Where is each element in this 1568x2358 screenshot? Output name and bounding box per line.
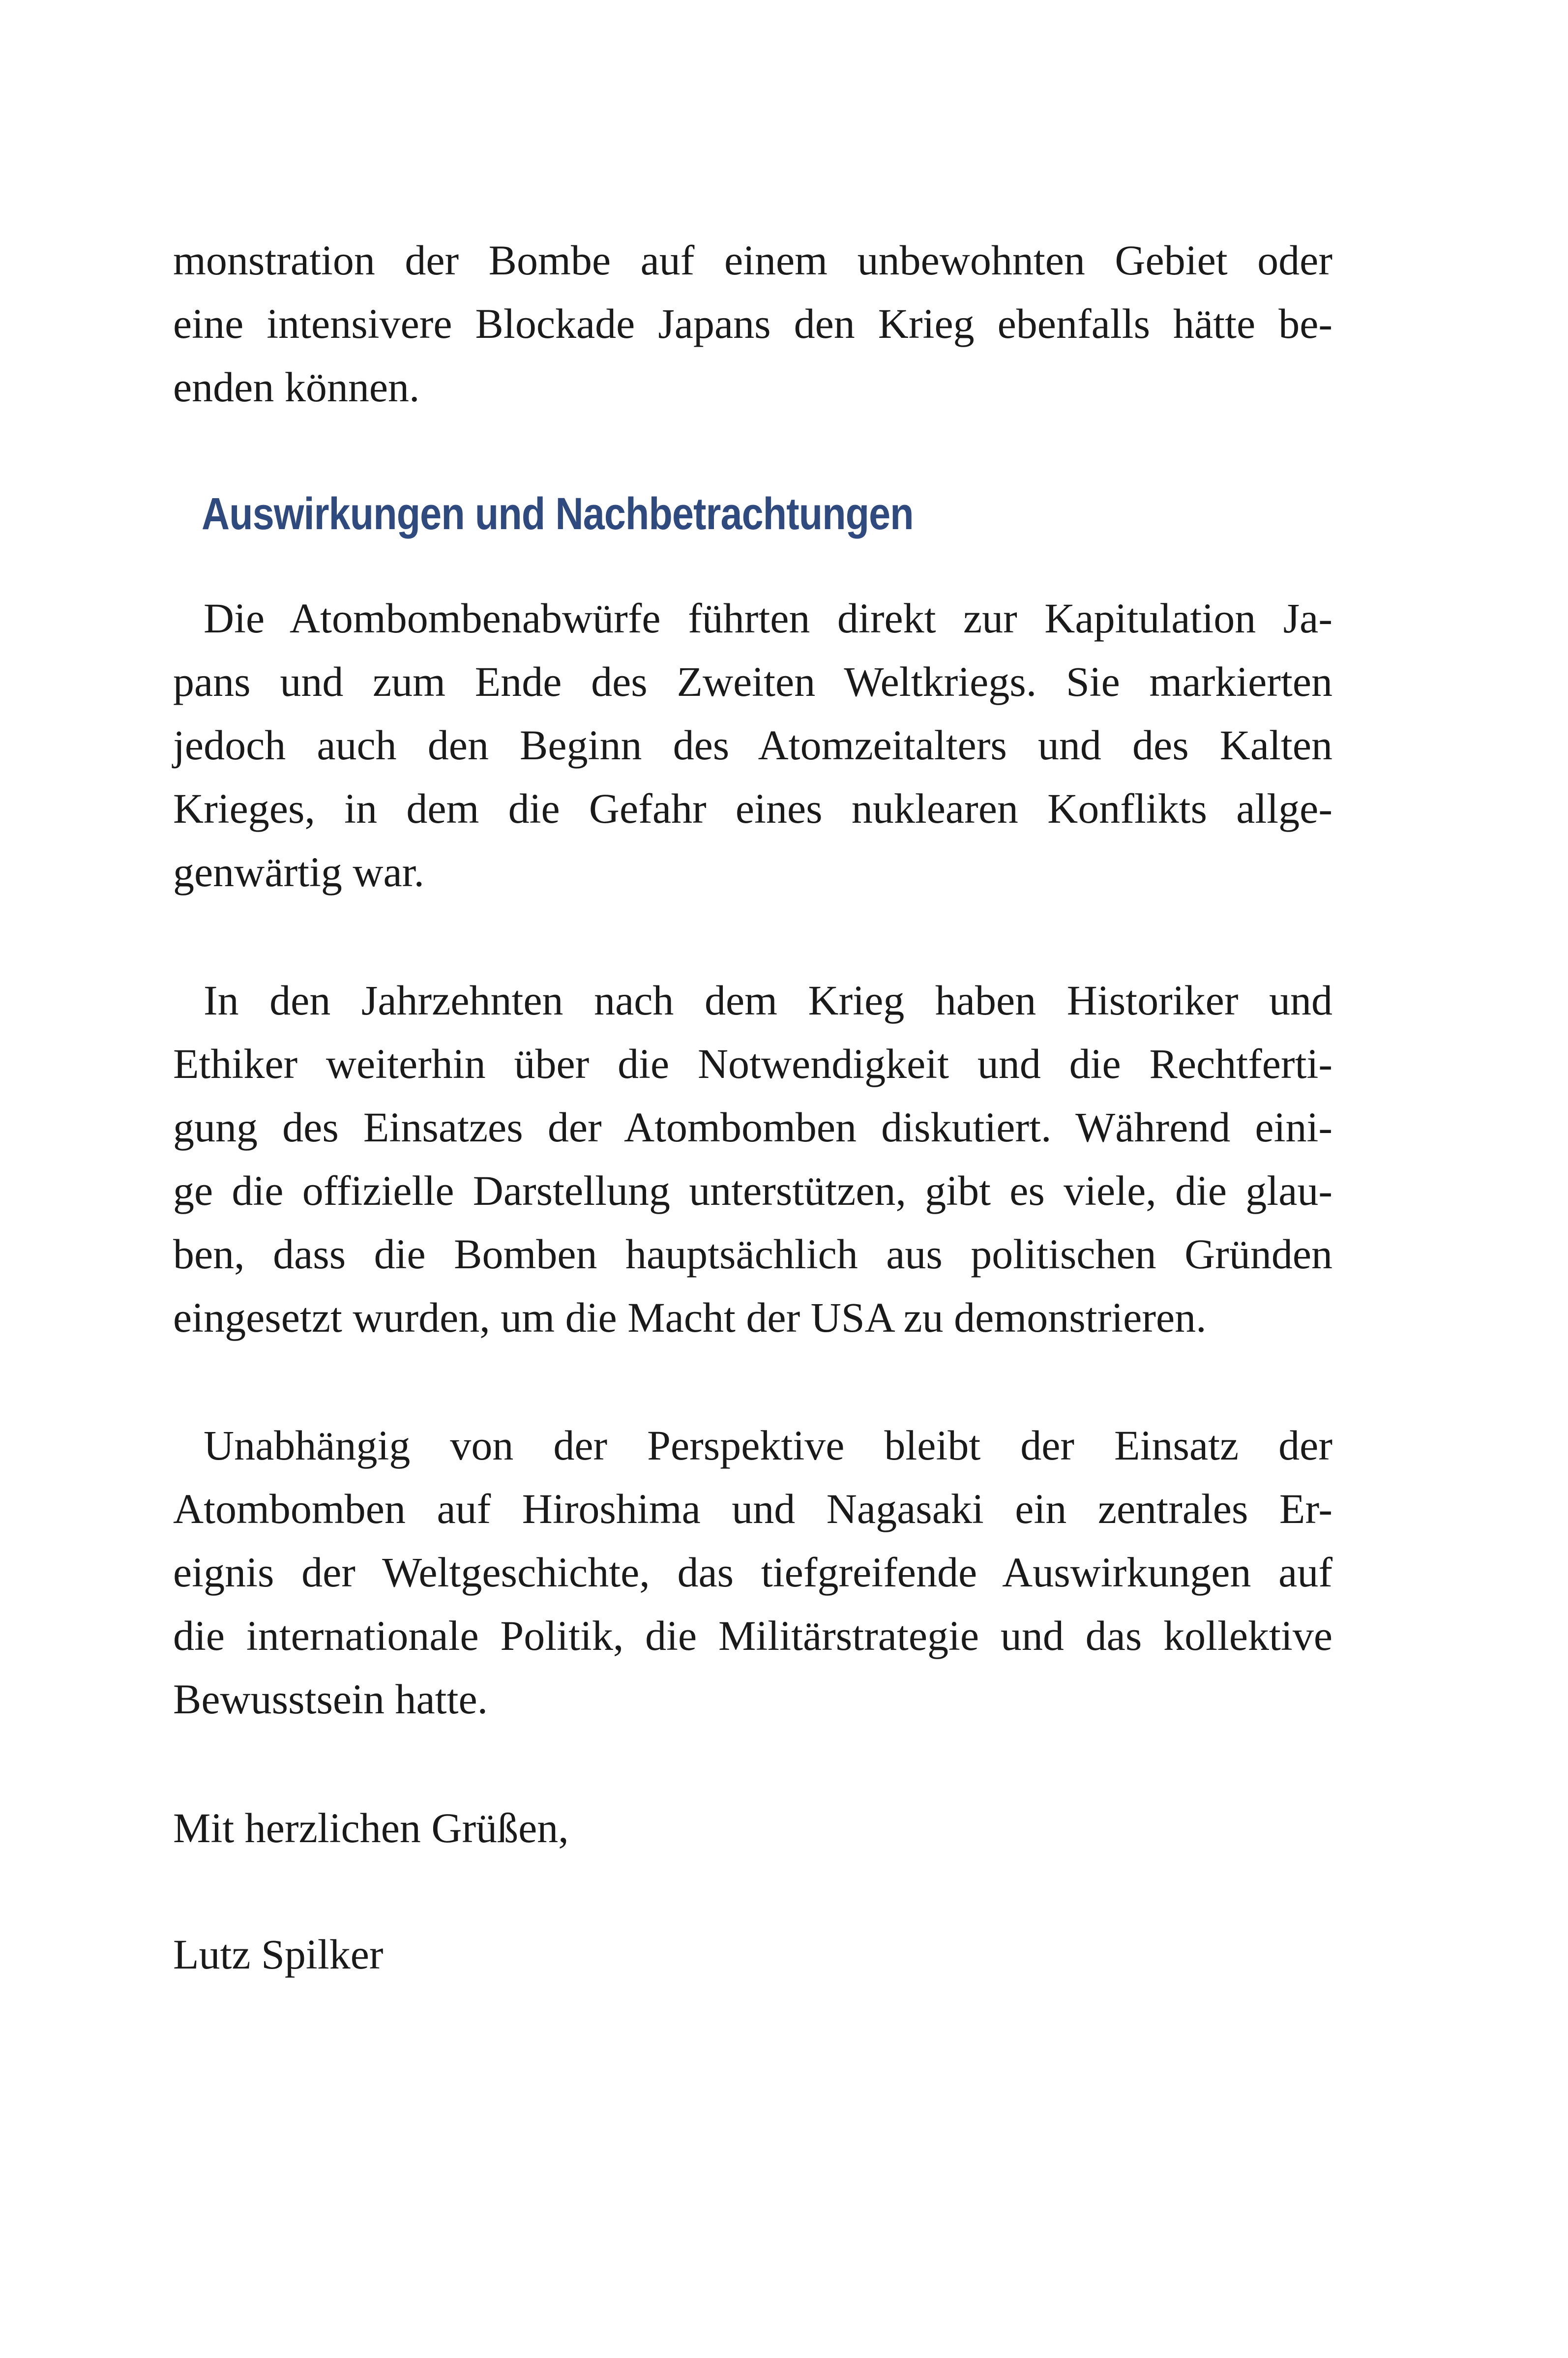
section-heading: Auswirkungen und Nachbetrachtungen xyxy=(202,489,914,539)
text-line: Krieges, in dem die Gefahr eines nuklearen Konflikts allge- xyxy=(173,785,1332,832)
text-line: ge die offizielle Darstellung unterstützen, gibt es viele, die glau- xyxy=(173,1167,1332,1214)
text-line: gung des Einsatzes der Atombomben diskutiert. Während eini- xyxy=(173,1104,1332,1151)
text-line: monstration der Bombe auf einem unbewohnten Gebiet oder xyxy=(173,237,1332,284)
text-line: eine intensivere Blockade Japans den Krieg ebenfalls hätte be- xyxy=(173,300,1332,347)
text-line: pans und zum Ende des Zweiten Weltkriegs. Sie markierten xyxy=(173,658,1332,705)
text-line: Bewusstsein hatte. xyxy=(173,1675,488,1723)
signature xyxy=(173,1923,1332,1986)
paragraph-historiker xyxy=(173,969,1332,1349)
text-line: eingesetzt wurden, um die Macht der USA zu demonstrieren. xyxy=(173,1294,1207,1341)
text-line: genwärtig war. xyxy=(173,848,425,895)
paragraph-continuation xyxy=(173,229,1332,419)
text-line: die internationale Politik, die Militärstrategie und das kollektive xyxy=(173,1612,1332,1659)
text-line: eignis der Weltgeschichte, das tiefgreifende Auswirkungen auf xyxy=(173,1549,1332,1596)
text-line: Ethiker weiterhin über die Notwendigkeit und die Rechtferti- xyxy=(173,1040,1332,1087)
paragraph-perspektive xyxy=(173,1414,1332,1731)
signature-name: Lutz Spilker xyxy=(173,1931,384,1978)
text-line: In den Jahrzehnten nach dem Krieg haben Historiker und xyxy=(204,977,1332,1024)
closing-text: Mit herzlichen Grüßen, xyxy=(173,1804,569,1851)
text-line: enden können. xyxy=(173,363,420,411)
text-line: ben, dass die Bomben hauptsächlich aus politischen Gründen xyxy=(173,1230,1332,1278)
text-line: Atombomben auf Hiroshima und Nagasaki ein zentrales Er- xyxy=(173,1485,1332,1532)
text-line: Unabhängig von der Perspektive bleibt der Einsatz der xyxy=(204,1422,1332,1469)
closing-greeting xyxy=(173,1796,1332,1860)
text-line: jedoch auch den Beginn des Atomzeitalters und des Kalten xyxy=(173,721,1332,769)
text-line: Die Atombombenabwürfe führten direkt zur Kapitulation Ja- xyxy=(204,595,1332,642)
paragraph-kapitulation xyxy=(173,587,1332,904)
